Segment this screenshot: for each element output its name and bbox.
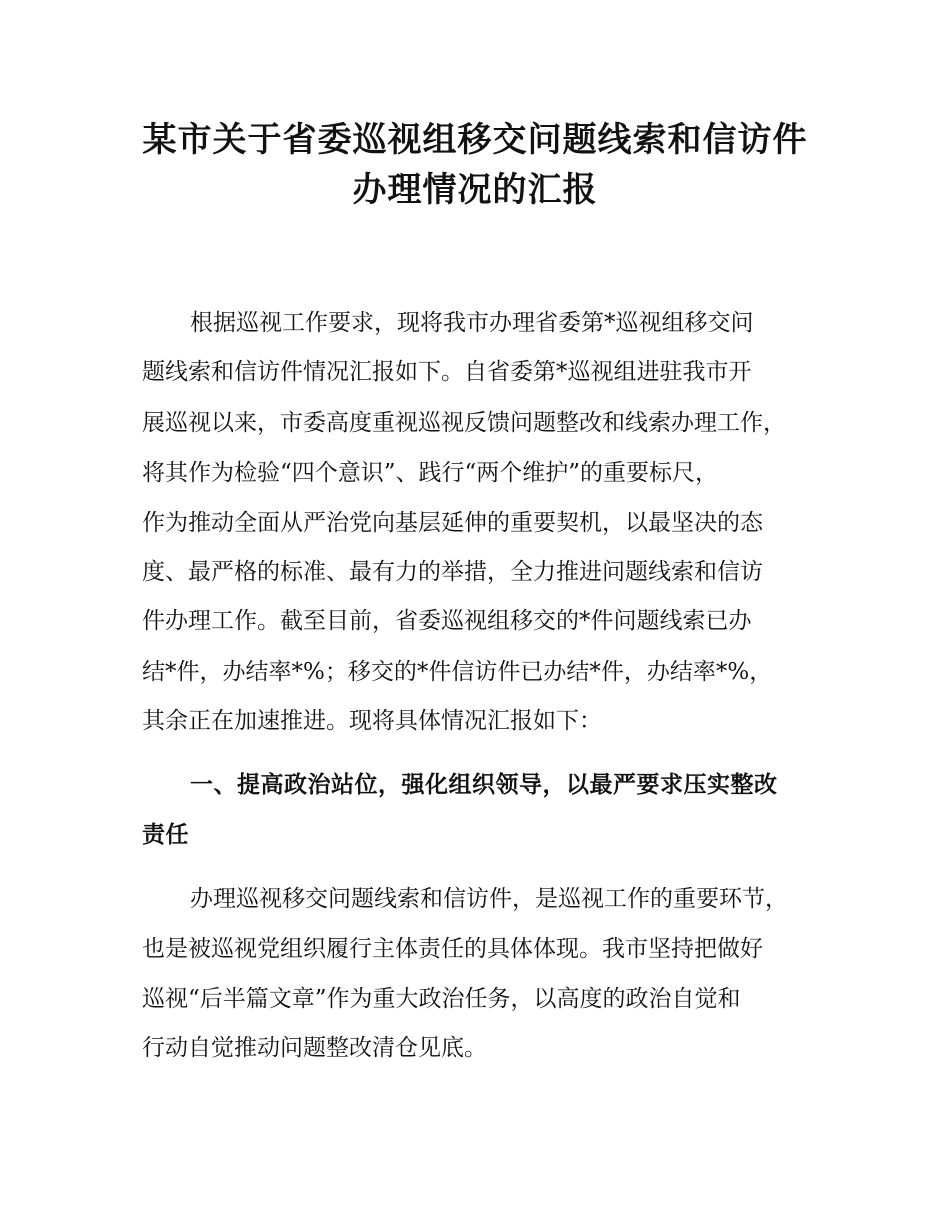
document-title-line-1: 某市关于省委巡视组移交问题线索和信访件 [142, 120, 808, 160]
paragraph-1-line: 根据巡视工作要求，现将我市办理省委第*巡视组移交问 [190, 310, 754, 336]
paragraph-1-line: 展巡视以来，市委高度重视巡视反馈问题整改和线索办理工作， [142, 410, 786, 436]
document-title-line-2: 办理情况的汇报 [352, 170, 598, 210]
paragraph-2-line: 巡视“后半篇文章”作为重大政治任务，以高度的政治自觉和 [142, 986, 741, 1012]
paragraph-2-line: 也是被巡视党组织履行主体责任的具体体现。我市坚持把做好 [142, 936, 763, 962]
section-heading-line-1: 一、提高政治站位，强化组织领导，以最严要求压实整改 [190, 772, 778, 798]
paragraph-2-line: 行动自觉推动问题整改清仓见底。 [142, 1035, 487, 1061]
paragraph-1-line: 其余正在加速推进。现将具体情况汇报如下： [142, 708, 602, 734]
paragraph-1-line: 结*件，办结率*%；移交的*件信访件已办结*件，办结率*%， [142, 659, 773, 685]
paragraph-2-line: 办理巡视移交问题线索和信访件，是巡视工作的重要环节， [190, 886, 788, 912]
paragraph-1-line: 度、最严格的标准、最有力的举措，全力推进问题线索和信访 [142, 559, 763, 585]
paragraph-1-line: 将其作为检验“四个意识”、践行“两个维护”的重要标尺， [142, 460, 719, 486]
paragraph-1-line: 作为推动全面从严治党向基层延伸的重要契机，以最坚决的态 [142, 510, 763, 536]
paragraph-1-line: 题线索和信访件情况汇报如下。自省委第*巡视组进驻我市开 [142, 359, 752, 385]
section-heading-line-2: 责任 [142, 822, 189, 848]
paragraph-1-line: 件办理工作。截至目前，省委巡视组移交的*件问题线索已办 [142, 608, 752, 634]
